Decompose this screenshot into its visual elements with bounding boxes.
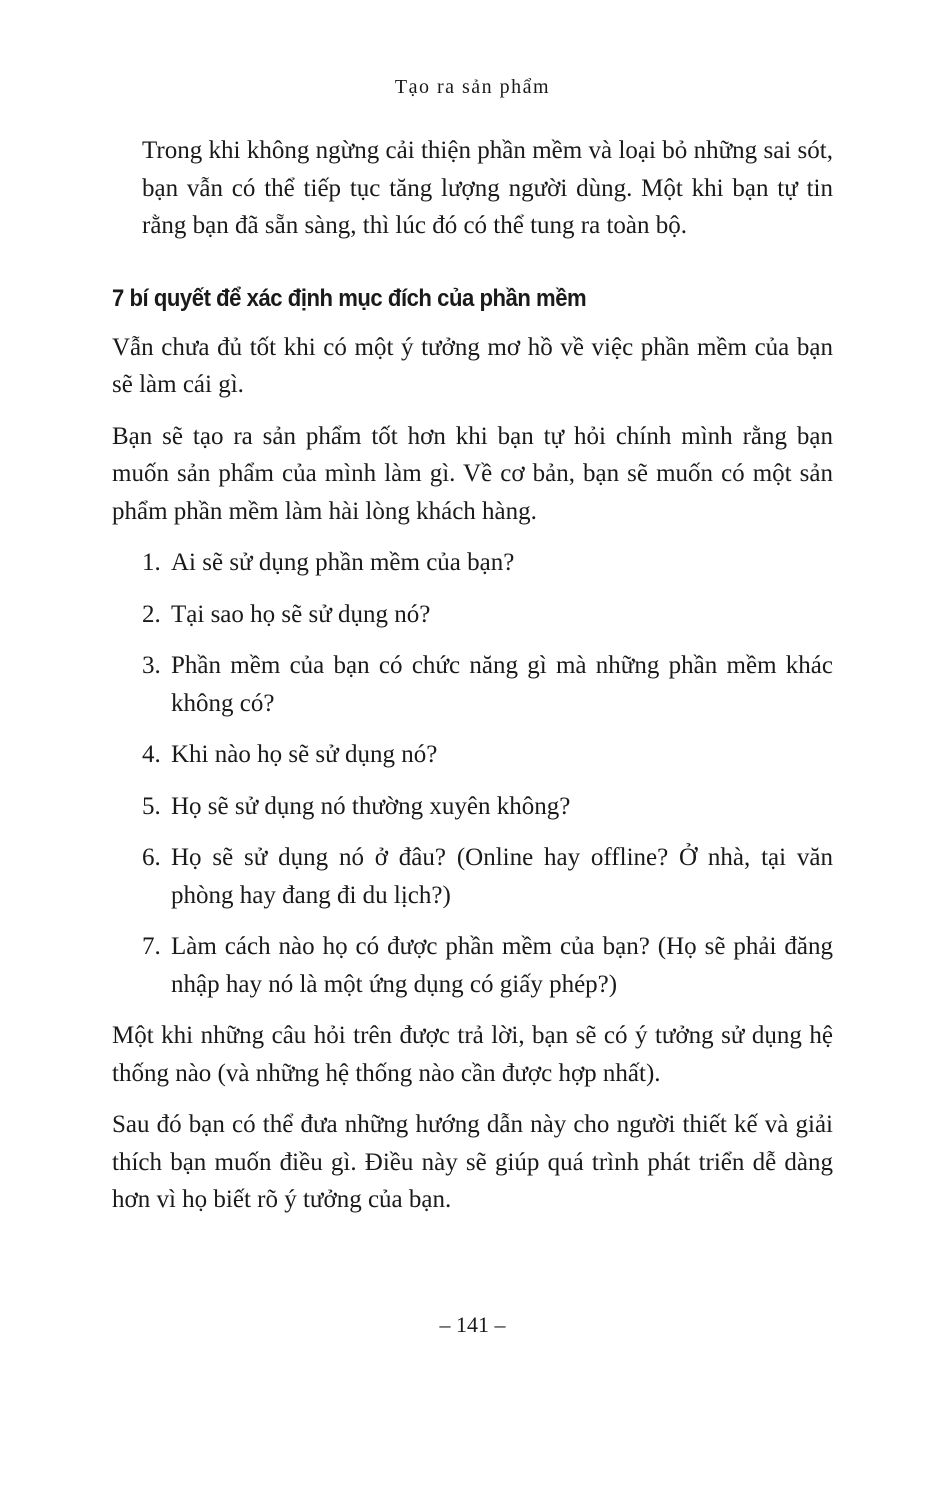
list-item (142, 788, 833, 826)
section-heading: 7 bí quyết để xác định mục đích của phần mềm (112, 284, 587, 312)
paragraph: Sau đó bạn có thể đưa những hướng dẫn này cho người thiết kế và giải thích bạn muốn điều gì. Điều này sẽ giúp quá trình phát triển dễ dàng hơn vì họ biết rõ ý tưởng của bạn. (112, 1111, 833, 1213)
list-item-text: Phần mềm của bạn có chức năng gì mà những phần mềm khác không có? (171, 652, 833, 717)
list-item (142, 544, 833, 582)
list-item-text: Ai sẽ sử dụng phần mềm của bạn? (171, 549, 515, 576)
list-item-text: Họ sẽ sử dụng nó ở đâu? (Online hay offline? Ở nhà, tại văn phòng hay đang đi du lịch?) (171, 844, 833, 909)
list-item-number: 7. (142, 933, 161, 960)
list-item (142, 839, 833, 914)
list-item (142, 596, 833, 634)
list-item (142, 647, 833, 722)
list-item (142, 928, 833, 1003)
list-item-text: Làm cách nào họ có được phần mềm của bạn? (Họ sẽ phải đăng nhập hay nó là một ứng dụng có giấy phép?) (171, 933, 833, 998)
list-item-number: 3. (142, 652, 161, 679)
list-item-text: Tại sao họ sẽ sử dụng nó? (171, 600, 431, 628)
questions-list (112, 544, 833, 1003)
paragraph: Một khi những câu hỏi trên được trả lời, bạn sẽ có ý tưởng sử dụng hệ thống nào (và những hệ thống nào cần được hợp nhất). (112, 1022, 833, 1087)
list-item-number: 4. (142, 741, 161, 768)
list-item-number: 6. (142, 844, 161, 871)
list-item-number: 1. (142, 549, 161, 576)
list-item-number: 5. (142, 792, 161, 820)
page-body (112, 132, 833, 1233)
list-item-text: Họ sẽ sử dụng nó thường xuyên không? (171, 792, 571, 820)
list-item-text: Khi nào họ sẽ sử dụng nó? (171, 741, 438, 768)
list-item (142, 736, 833, 774)
paragraph: Vẫn chưa đủ tốt khi có một ý tưởng mơ hồ về việc phần mềm của bạn sẽ làm cái gì. (112, 333, 833, 398)
page-number: – 141 – (439, 1312, 506, 1337)
paragraph: Bạn sẽ tạo ra sản phẩm tốt hơn khi bạn tự hỏi chính mình rằng bạn muốn sản phẩm của mình làm gì. Về cơ bản, bạn sẽ muốn có một sản phẩm phần mềm làm hài lòng khách hàng. (112, 422, 833, 525)
list-item-number: 2. (142, 600, 161, 628)
intro-paragraph: Trong khi không ngừng cải thiện phần mềm và loại bỏ những sai sót, bạn vẫn có thể tiếp tục tăng lượng người dùng. Một khi bạn tự tin rằng bạn đã sẵn sàng, thì lúc đó có thể tung ra toàn bộ. (142, 137, 833, 239)
running-header: Tạo ra sản phẩm (394, 76, 551, 98)
